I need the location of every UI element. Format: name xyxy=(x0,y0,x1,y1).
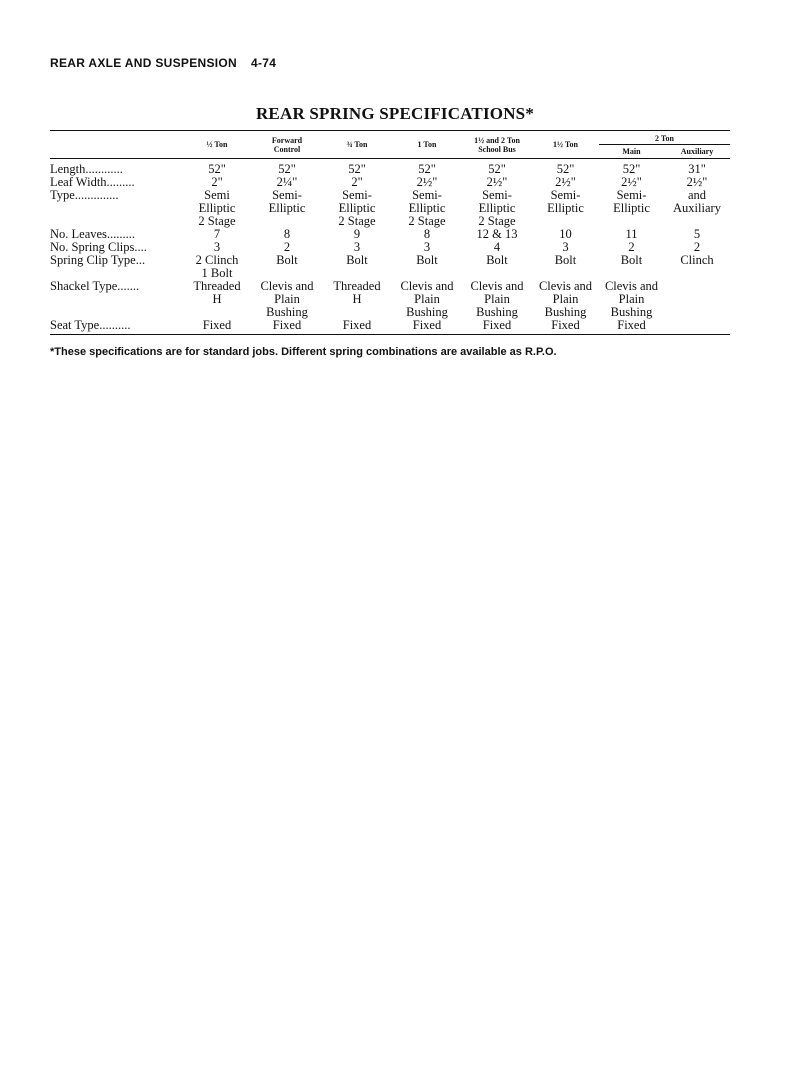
table-cell: 52" xyxy=(348,162,366,176)
table-cell: 52" xyxy=(556,162,575,176)
table-cell: Fixed xyxy=(412,318,442,332)
row-label: Length............ xyxy=(50,162,123,176)
table-cell: Elliptic xyxy=(408,201,446,215)
table-cell: Bolt xyxy=(416,253,438,267)
row-label: Shackel Type....... xyxy=(50,279,140,293)
table-cell: Semi- xyxy=(616,188,647,202)
row-label: Type.............. xyxy=(50,188,119,202)
col-header-school-bus-line1: 1½ and 2 Ton xyxy=(474,135,520,145)
table-row xyxy=(50,319,730,332)
table-cell: 2½" xyxy=(686,175,708,189)
table-cell: Bushing xyxy=(610,305,653,319)
col-header-three-quarter-ton: ¾ Ton xyxy=(322,131,392,159)
table-cell: Elliptic xyxy=(478,201,516,215)
col-header-main: Main xyxy=(622,147,641,156)
table-cell: Fixed xyxy=(342,318,372,332)
bottom-rule xyxy=(50,334,730,335)
column-header-table xyxy=(50,130,730,158)
table-cell: Elliptic xyxy=(547,201,584,215)
table-cell: 8 xyxy=(423,227,431,241)
table-cell: Bolt xyxy=(554,253,577,267)
table-cell: 2 Clinch xyxy=(195,253,239,267)
table-row xyxy=(50,202,730,215)
running-header xyxy=(50,56,276,70)
row-label: Seat Type.......... xyxy=(50,318,131,332)
table-cell: Semi- xyxy=(342,188,372,202)
col-header-one-half-ton: 1½ Ton xyxy=(532,131,599,159)
table-cell: 4 xyxy=(493,240,501,254)
table-cell: 2" xyxy=(351,175,363,189)
table-cell: 3 xyxy=(562,240,569,254)
table-cell: Elliptic xyxy=(268,201,306,215)
col-header-school-bus-line2: School Bus xyxy=(478,144,516,154)
table-cell: Auxiliary xyxy=(673,201,721,215)
table-cell: Clevis and xyxy=(400,279,454,293)
spec-table-body xyxy=(50,159,730,332)
table-cell: Fixed xyxy=(482,318,512,332)
table-cell: 2 Stage xyxy=(478,214,516,228)
table-cell: Bushing xyxy=(544,305,587,319)
table-cell xyxy=(664,293,730,306)
table-cell: 11 xyxy=(625,227,638,241)
table-cell: Semi- xyxy=(272,188,302,202)
table-cell: 12 & 13 xyxy=(476,227,518,241)
table-cell: Fixed xyxy=(272,318,302,332)
row-label: Spring Clip Type... xyxy=(50,253,146,267)
table-cell: 2 xyxy=(283,240,291,254)
col-header-forward-control-line2: Control xyxy=(273,144,301,154)
col-header-two-ton: 2 Ton xyxy=(599,131,730,145)
table-cell: Bushing xyxy=(266,305,308,319)
table-cell: 52" xyxy=(488,162,506,176)
page-title: REAR SPRING SPECIFICATIONS* xyxy=(255,104,535,123)
table-cell: Plain xyxy=(618,292,645,306)
col-header-forward-control xyxy=(252,131,322,159)
table-cell: 2 xyxy=(693,240,701,254)
table-cell: Clinch xyxy=(680,253,714,267)
table-cell: Semi- xyxy=(550,188,581,202)
table-cell: Threaded xyxy=(333,279,381,293)
table-cell: 2 Stage xyxy=(198,214,236,228)
table-cell: and xyxy=(687,188,707,202)
table-cell: Elliptic xyxy=(198,201,236,215)
table-cell: Bolt xyxy=(486,253,508,267)
table-cell: 2¼" xyxy=(276,175,298,189)
table-cell: 3 xyxy=(213,240,221,254)
table-cell: 2½" xyxy=(621,175,642,189)
col-header-auxiliary: Auxiliary xyxy=(680,147,714,156)
table-cell: Elliptic xyxy=(338,201,376,215)
table-cell: 2½" xyxy=(555,175,576,189)
table-cell: 2 xyxy=(628,240,635,254)
section-title: REAR AXLE AND SUSPENSION xyxy=(50,56,238,70)
table-cell: Clevis and xyxy=(470,279,524,293)
table-cell: H xyxy=(212,292,222,306)
spec-table-block xyxy=(50,130,730,335)
table-cell: 9 xyxy=(353,227,361,241)
table-cell: Semi- xyxy=(482,188,512,202)
page-number: 4-74 xyxy=(251,56,277,70)
table-cell: 2 Stage xyxy=(338,214,376,228)
table-cell: Threaded xyxy=(193,279,241,293)
table-cell: Fixed xyxy=(202,318,232,332)
row-label: No. Spring Clips.... xyxy=(50,240,147,254)
table-cell: 2" xyxy=(211,175,223,189)
table-cell: 2½" xyxy=(486,175,508,189)
table-cell: 1 Bolt xyxy=(201,266,233,280)
table-cell xyxy=(664,319,730,332)
row-label: No. Leaves......... xyxy=(50,227,136,241)
table-cell: Bolt xyxy=(276,253,298,267)
table-cell: Elliptic xyxy=(613,201,650,215)
table-cell: 5 xyxy=(693,227,701,241)
table-cell xyxy=(664,267,730,280)
table-cell: 7 xyxy=(213,227,221,241)
col-header-one-ton: 1 Ton xyxy=(392,131,462,159)
table-row xyxy=(50,254,730,267)
table-cell: Plain xyxy=(414,292,440,306)
table-cell xyxy=(664,280,730,293)
table-cell: 52" xyxy=(622,162,641,176)
table-cell: Clevis and xyxy=(260,279,314,293)
table-cell: Bushing xyxy=(476,305,518,319)
table-cell: Plain xyxy=(274,292,300,306)
table-cell: 2 Stage xyxy=(408,214,446,228)
col-header-half-ton: ½ Ton xyxy=(182,131,252,159)
table-cell: 52" xyxy=(278,162,296,176)
table-cell: Semi- xyxy=(412,188,442,202)
table-cell: 2½" xyxy=(416,175,438,189)
table-cell: Fixed xyxy=(617,318,646,332)
table-cell: 31" xyxy=(688,162,706,176)
row-label: Leaf Width......... xyxy=(50,175,135,189)
table-cell: Fixed xyxy=(551,318,580,332)
table-cell: Semi xyxy=(204,188,230,202)
table-cell: 10 xyxy=(559,227,572,241)
table-cell xyxy=(664,306,730,319)
table-cell: Plain xyxy=(552,292,579,306)
table-cell: 3 xyxy=(423,240,431,254)
table-cell: Clevis and xyxy=(538,279,593,293)
table-cell: 8 xyxy=(283,227,291,241)
table-cell: 52" xyxy=(418,162,436,176)
footnote: *These specifications are for standard jobs. Different spring combinations are available as R.P.O. xyxy=(50,346,557,358)
table-cell: 3 xyxy=(353,240,361,254)
table-cell: H xyxy=(352,292,362,306)
table-cell: Clevis and xyxy=(604,279,659,293)
table-cell: Plain xyxy=(484,292,510,306)
table-cell: Bolt xyxy=(346,253,368,267)
col-header-school-bus xyxy=(462,131,532,159)
table-cell: Bolt xyxy=(620,253,643,267)
table-cell: 52" xyxy=(208,162,226,176)
col-header-forward-control-line1: Forward xyxy=(271,135,303,145)
table-cell: Bushing xyxy=(406,305,448,319)
